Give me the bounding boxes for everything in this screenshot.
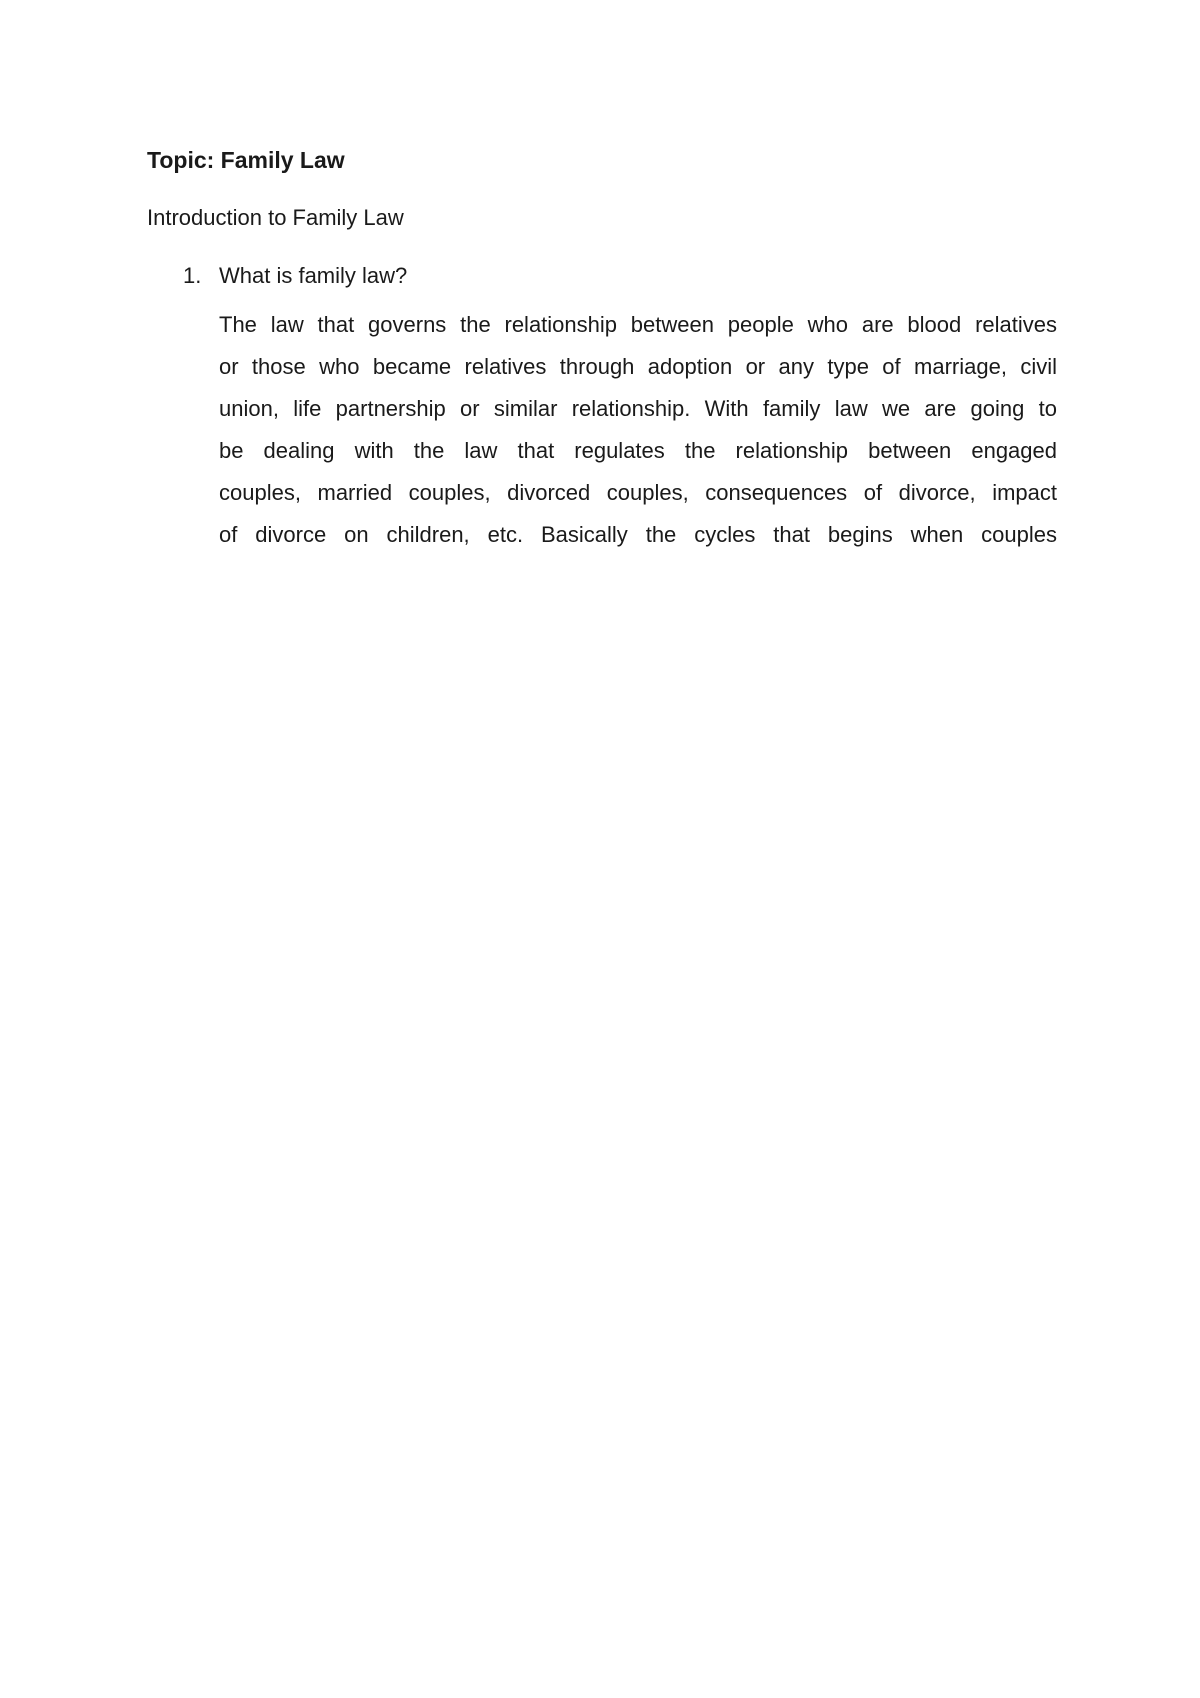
body-line: be dealing with the law that regulates the relationship between engaged bbox=[219, 438, 1057, 463]
list-item-body bbox=[219, 304, 1057, 554]
list-item-question: What is family law? bbox=[219, 263, 408, 288]
body-line: union, life partnership or similar relationship. With family law we are going to bbox=[219, 396, 1057, 421]
list-item-number: 1. bbox=[183, 263, 202, 288]
body-line: or those who became relatives through adoption or any type of marriage, civil bbox=[219, 354, 1057, 379]
document-title: Topic: Family Law bbox=[147, 147, 345, 173]
body-line: of divorce on children, etc. Basically the cycles that begins when couples bbox=[219, 522, 1057, 547]
section-heading: Introduction to Family Law bbox=[147, 205, 404, 230]
body-line: couples, married couples, divorced couples, consequences of divorce, impact bbox=[219, 480, 1057, 505]
body-line: The law that governs the relationship between people who are blood relatives bbox=[219, 312, 1057, 337]
